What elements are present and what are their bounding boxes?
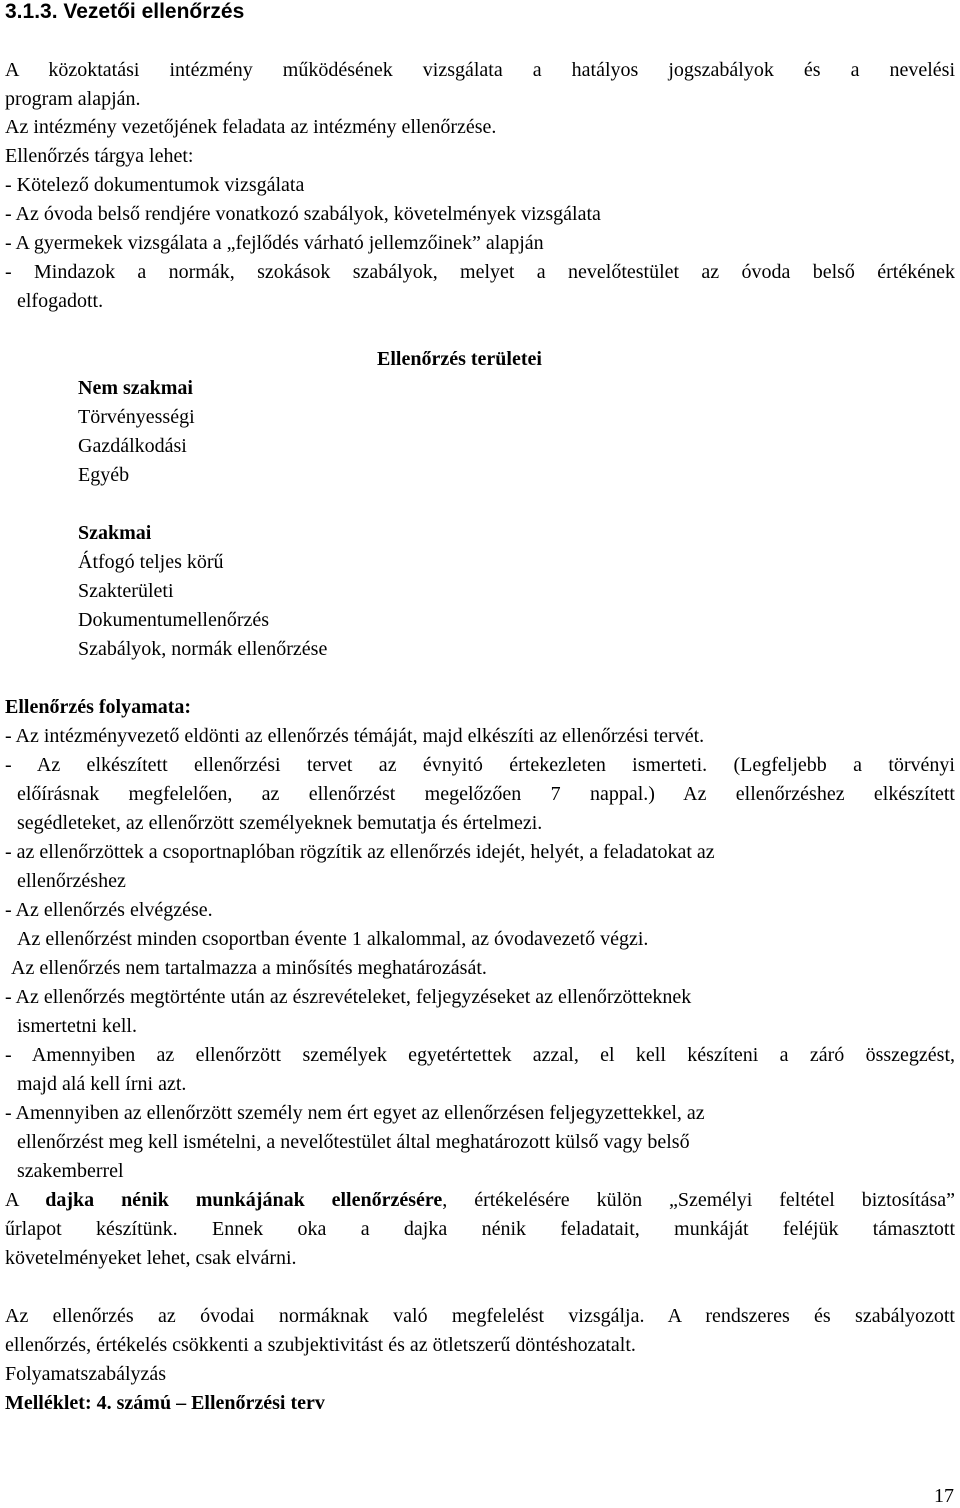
dajka-post: , értékelésére külön „Személyi feltétel biztosítása” — [442, 1189, 955, 1211]
subject-item-2: - Az óvoda belső rendjére vonatkozó szabályok, követelmények vizsgálata — [5, 203, 601, 225]
process-line-9: Az ellenőrzés nem tartalmazza a minősítés meghatározását. — [11, 957, 487, 979]
prof-title: Szakmai — [78, 522, 152, 544]
process-line-10: - Az ellenőrzés megtörténte után az észrevételeket, feljegyzéseket az ellenőrzötteknek — [5, 986, 692, 1008]
closing-line-1: Az ellenőrzés az óvodai normáknak való megfelelést vizsgálja. A rendszeres és szabályozott — [5, 1305, 955, 1327]
process-line-15: ellenőrzést meg kell ismételni, a nevelőtestület által meghatározott külső vagy belső — [17, 1131, 690, 1153]
prof-item-3: Dokumentumellenőrzés — [78, 609, 270, 631]
process-line-5: - az ellenőrzöttek a csoportnaplóban rögzítik az ellenőrzés idejét, helyét, a feladatokat az — [5, 841, 715, 863]
nonprof-item-3: Egyéb — [78, 464, 130, 486]
attachment-line: Melléklet: 4. számú – Ellenőrzési terv — [5, 1392, 325, 1414]
intro-line-2: program alapján. — [5, 88, 141, 110]
dajka-line-1 — [5, 1188, 955, 1212]
subjects-title: Ellenőrzés tárgya lehet: — [5, 145, 194, 167]
process-line-2: - Az elkészített ellenőrzési tervet az évnyitó értekezleten ismerteti. (Legfeljebb a törvényi — [5, 754, 955, 776]
process-line-6: ellenőrzéshez — [17, 870, 126, 892]
dajka-line-2: űrlapot készítünk. Ennek oka a dajka nénik feladatait, munkáját feléjük támasztott — [5, 1218, 955, 1240]
closing-line-2: ellenőrzés, értékelés csökkenti a szubjektivitást és az ötletszerű döntéshozatalt. — [5, 1334, 636, 1356]
intro-line-3: Az intézmény vezetőjének feladata az intézmény ellenőrzése. — [5, 116, 497, 138]
subject-item-3: - A gyermekek vizsgálata a „fejlődés várható jellemzőinek” alapján — [5, 232, 544, 254]
prof-item-1: Átfogó teljes körű — [78, 551, 224, 573]
process-line-4: segédleteket, az ellenőrzött személyeknek bemutatja és értelmezi. — [17, 812, 543, 834]
nonprof-item-1: Törvényességi — [78, 406, 195, 428]
process-title: Ellenőrzés folyamata: — [5, 696, 192, 718]
closing-line-3: Folyamatszabályzás — [5, 1363, 167, 1385]
nonprof-title: Nem szakmai — [78, 377, 193, 399]
subject-item-4: - Mindazok a normák, szokások szabályok, melyet a nevelőtestület az óvoda belső értékének — [5, 261, 955, 283]
intro-line-1: A közoktatási intézmény működésének vizsgálata a hatályos jogszabályok és a nevelési — [5, 59, 955, 81]
process-line-8: Az ellenőrzést minden csoportban évente 1 alkalommal, az óvodavezető végzi. — [17, 928, 649, 950]
page-number: 17 — [934, 1485, 954, 1507]
areas-title: Ellenőrzés területei — [377, 348, 542, 370]
subject-item-4-cont: elfogadott. — [17, 290, 104, 312]
dajka-pre: A — [5, 1189, 46, 1211]
prof-item-4: Szabályok, normák ellenőrzése — [78, 638, 328, 660]
process-line-12: - Amennyiben az ellenőrzött személyek egyetértettek azzal, el kell készíteni a záró összegzést, — [5, 1044, 955, 1066]
dajka-bold: dajka nénik munkájának ellenőrzésére — [45, 1189, 443, 1211]
prof-item-2: Szakterületi — [78, 580, 174, 602]
process-line-1: - Az intézményvezető eldönti az ellenőrzés témáját, majd elkészíti az ellenőrzési tervét. — [5, 725, 705, 747]
process-line-14: - Amennyiben az ellenőrzött személy nem ért egyet az ellenőrzésen feljegyzettekkel, az — [5, 1102, 705, 1124]
process-line-16: szakemberrel — [17, 1160, 124, 1182]
subject-item-1: - Kötelező dokumentumok vizsgálata — [5, 174, 305, 196]
dajka-line-3: követelményeket lehet, csak elvárni. — [5, 1247, 297, 1269]
process-line-3: előírásnak megfelelően, az ellenőrzést megelőzően 7 nappal.) Az ellenőrzéshez elkészített — [17, 783, 955, 805]
section-heading: 3.1.3. Vezetői ellenőrzés — [5, 0, 245, 23]
process-line-11: ismertetni kell. — [17, 1015, 137, 1037]
process-line-13: majd alá kell írni azt. — [17, 1073, 187, 1095]
process-line-7: - Az ellenőrzés elvégzése. — [5, 899, 213, 921]
nonprof-item-2: Gazdálkodási — [78, 435, 187, 457]
